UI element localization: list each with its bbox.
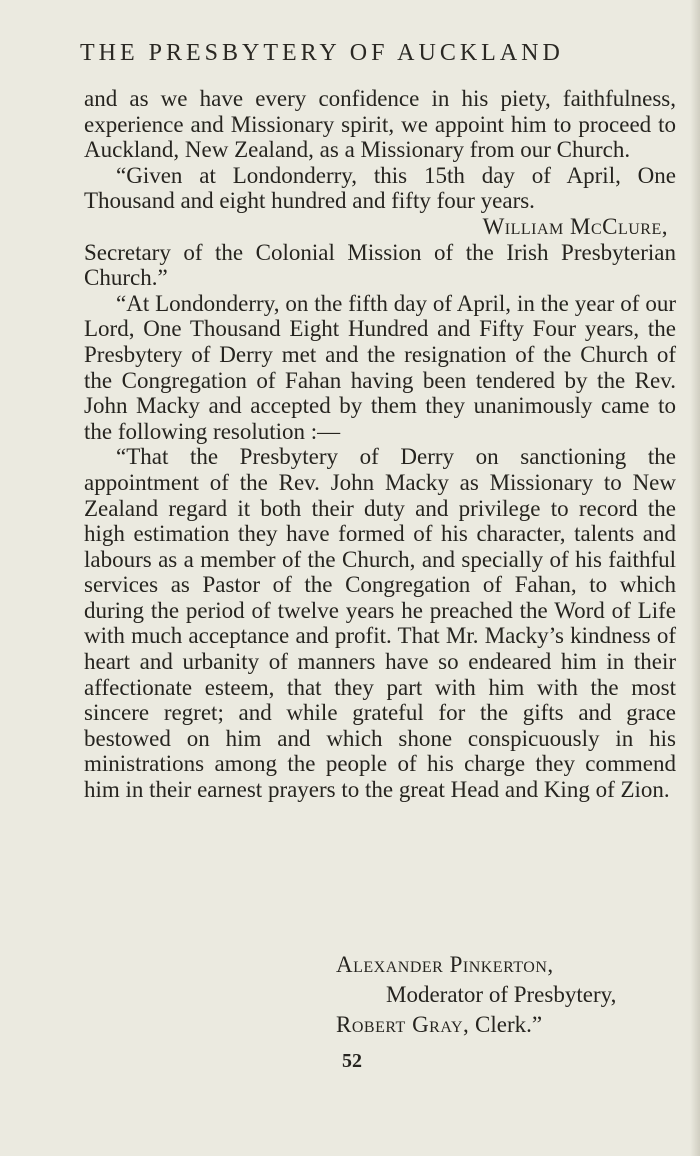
clerk-line <box>336 1010 680 1040</box>
moderator-title: Moderator of Presbytery, <box>386 982 617 1007</box>
running-head: THE PRESBYTERY OF AUCKLAND <box>80 40 564 66</box>
signer-title: Secretary of the Colonial Mission of the Irish Presbyterian Church.” <box>84 239 676 291</box>
page-edge-shadow <box>690 0 700 1156</box>
body-text <box>84 86 676 803</box>
moderator-name: Alexander Pinkerton, <box>336 952 554 977</box>
clerk-name: Robert Gray, <box>336 1012 470 1037</box>
page-number: 52 <box>342 1050 362 1072</box>
signature-block <box>336 950 680 1040</box>
paragraph-londonderry: “At Londonderry, on the fifth day of April, in the year of our Lord, One Thousand Eight Hundred and Fifty Four years, the Presbytery of Derry met and the resignation of the Church of the Congregation of Fahan having been tendered by the Rev. John Macky and accepted by them they unanimously came to the following resolution :— <box>84 290 676 444</box>
clerk-title: Clerk.” <box>475 1012 543 1037</box>
paragraph-given-at: “Given at Londonderry, this 15th day of April, One Thousand and eight hundred and fifty four years. <box>84 162 676 214</box>
paragraph-appointment: and as we have every confidence in his piety, faithfulness, experience and Missionary spirit, we appoint him to proceed to Auckland, New Zealand, as a Missionary from our Church. <box>84 86 676 163</box>
paragraph-resolution: “That the Presbytery of Derry on sanctioning the appointment of the Rev. John Macky as Missionary to New Zealand regard it both their duty and privilege to record the high estimation they have formed of his character, talents and labours as a member of the Church, and specially of his faithful services as Pastor of the Congregation of Fahan, to which during the period of twelve years he preached the Word of Life with much acceptance and profit. That Mr. Macky’s kindness of heart and urbanity of manners have so endeared him in their affectionate esteem, that they part with him with the most sincere regret; and while grateful for the gifts and grace bestowed on him and which shone conspicuously in his ministrations among the people of his charge they commend him in their earnest prayers to the great Head and King of Zion. <box>84 444 676 803</box>
signer-mcclure: William McClure, <box>482 213 668 239</box>
